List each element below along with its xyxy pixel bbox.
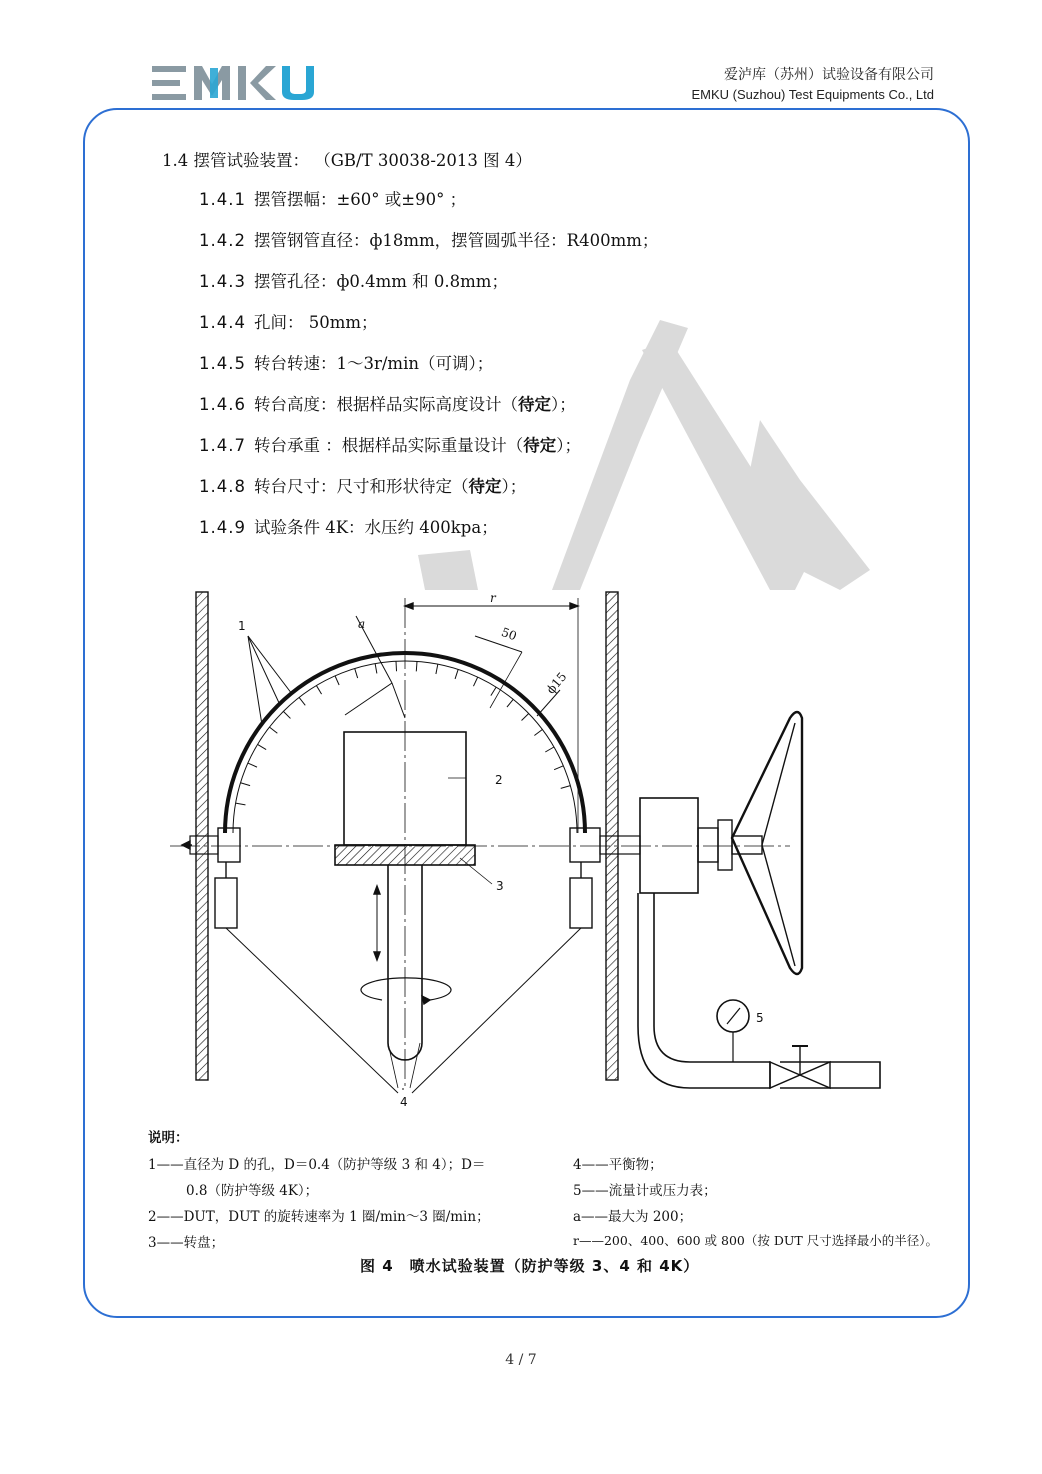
spec-number: 1.4.4: [199, 313, 246, 332]
nozzle-tick: [561, 786, 571, 789]
label-r: r: [490, 591, 496, 605]
nozzle-tick: [258, 744, 267, 749]
nozzle-tick: [375, 664, 377, 674]
section-title: 1.4 摆管试验装置： （GB/T 30038-2013 图 4）: [162, 151, 532, 170]
spec-item: [199, 268, 508, 292]
nozzle-tick: [455, 669, 458, 679]
nozzle-tick: [316, 686, 321, 695]
spec-item: [199, 350, 493, 374]
spec-number: 1.4.7: [199, 436, 246, 455]
nozzle-tick: [396, 661, 397, 671]
spec-text: ）；: [556, 436, 581, 455]
spec-text: 试验条件 4K：水压约 400kpa；: [253, 518, 498, 537]
legend-item: a——最大为 200；: [573, 1209, 693, 1225]
figure-caption: 图 4 喷水试验装置（防护等级 3、4 和 4K）: [360, 1257, 700, 1275]
spec-number: 1.4.9: [199, 518, 246, 537]
nozzle-tick: [269, 727, 277, 733]
spec-item: [199, 473, 526, 497]
counterweight-right: [570, 878, 592, 928]
nozzle-tick: [236, 803, 246, 805]
water-pipe: [638, 893, 770, 1088]
label-1: 1: [238, 619, 246, 633]
spec-number: 1.4.8: [199, 477, 246, 496]
nozzle-tick: [355, 669, 358, 679]
nozzle-tick: [554, 766, 563, 770]
spec-number: 1.4.3: [199, 272, 246, 291]
nozzle-tick: [416, 661, 417, 671]
legend-item: 0.8（防护等级 4K）；: [186, 1183, 319, 1199]
spec-item: [199, 186, 466, 210]
nozzle-tick: [522, 714, 529, 721]
spec-text: 摆管孔径：ф0.4mm 和 0.8mm；: [253, 272, 508, 291]
spec-number: 1.4.6: [199, 395, 246, 414]
legend-item: 1——直径为 D 的孔，D＝0.4（防护等级 3 和 4）；D＝: [148, 1157, 486, 1173]
company-header: [691, 66, 934, 104]
nozzle-tick: [473, 677, 477, 686]
spec-number: 1.4.5: [199, 354, 246, 373]
company-name-en: EMKU (Suzhou) Test Equipments Co., Ltd: [691, 87, 934, 102]
spec-text-bold: 待定: [517, 395, 551, 414]
company-name-cn: 爱泸库（苏州）试验设备有限公司: [724, 67, 934, 83]
nozzle-tick: [283, 711, 290, 718]
spec-item: [199, 309, 378, 333]
label-4: 4: [400, 1095, 408, 1109]
spec-text: 转台高度：根据样品实际高度设计（: [253, 395, 518, 414]
counterweight-left: [215, 878, 237, 928]
legend-item: 2——DUT，DUT 的旋转速率为 1 圈/min～3 圈/min；: [148, 1209, 490, 1225]
label-2: 2: [495, 773, 503, 787]
label-phi15: ϕ15: [543, 669, 570, 697]
spec-item: [199, 391, 576, 415]
spec-number: 1.4.2: [199, 231, 246, 250]
nozzle-tick: [299, 697, 305, 705]
spec-text: 转台尺寸：尺寸和形状待定（: [253, 477, 469, 496]
spec-text-bold: 待定: [468, 477, 502, 496]
nozzle-tick: [436, 664, 438, 674]
spec-text: ）；: [550, 395, 576, 414]
nozzle-tick: [335, 676, 339, 685]
legend-item: 5——流量计或压力表；: [573, 1183, 717, 1199]
spec-text: 转台承重 ：根据样品实际重量设计（: [253, 436, 524, 455]
handwheel: [732, 712, 802, 974]
nozzle-tick: [507, 699, 513, 707]
spec-item: [199, 432, 581, 456]
spec-text: 孔间： 50mm；: [253, 313, 378, 332]
nozzle-tick: [241, 783, 251, 786]
turntable: [335, 845, 475, 865]
label-a: a: [358, 617, 366, 631]
spec-item: [199, 514, 498, 538]
nozzle-tick: [545, 747, 554, 752]
label-50: 50: [499, 624, 519, 644]
legend-item: 3——转盘；: [148, 1235, 225, 1251]
spec-text: 转台转速：1～3r/min（可调）；: [253, 354, 494, 373]
nozzle-tick: [491, 687, 496, 695]
spec-text: 摆管钢管直径：ф18mm，摆管圆弧半径：R400mm；: [253, 231, 659, 250]
oscillating-tube-diagram: [130, 588, 910, 1112]
spec-text: 摆管摆幅：±60° 或±90° ；: [253, 190, 467, 209]
nozzle-tick: [248, 763, 257, 767]
label-3: 3: [496, 879, 504, 893]
label-5: 5: [756, 1011, 764, 1025]
nozzle-tick: [534, 729, 542, 735]
drive-housing: [640, 798, 698, 893]
spec-number: 1.4.1: [199, 190, 246, 209]
legend-title: 说明：: [148, 1130, 189, 1146]
spec-text: ）；: [501, 477, 527, 496]
legend-item: r——200、400、600 或 800（按 DUT 尺寸选择最小的半径）。: [573, 1233, 938, 1248]
legend-item: 4——平衡物；: [573, 1157, 663, 1173]
emku-logo-icon: [150, 62, 320, 104]
page-number: 4 / 7: [505, 1352, 537, 1368]
spec-text-bold: 待定: [523, 436, 557, 455]
spec-item: [199, 227, 658, 251]
